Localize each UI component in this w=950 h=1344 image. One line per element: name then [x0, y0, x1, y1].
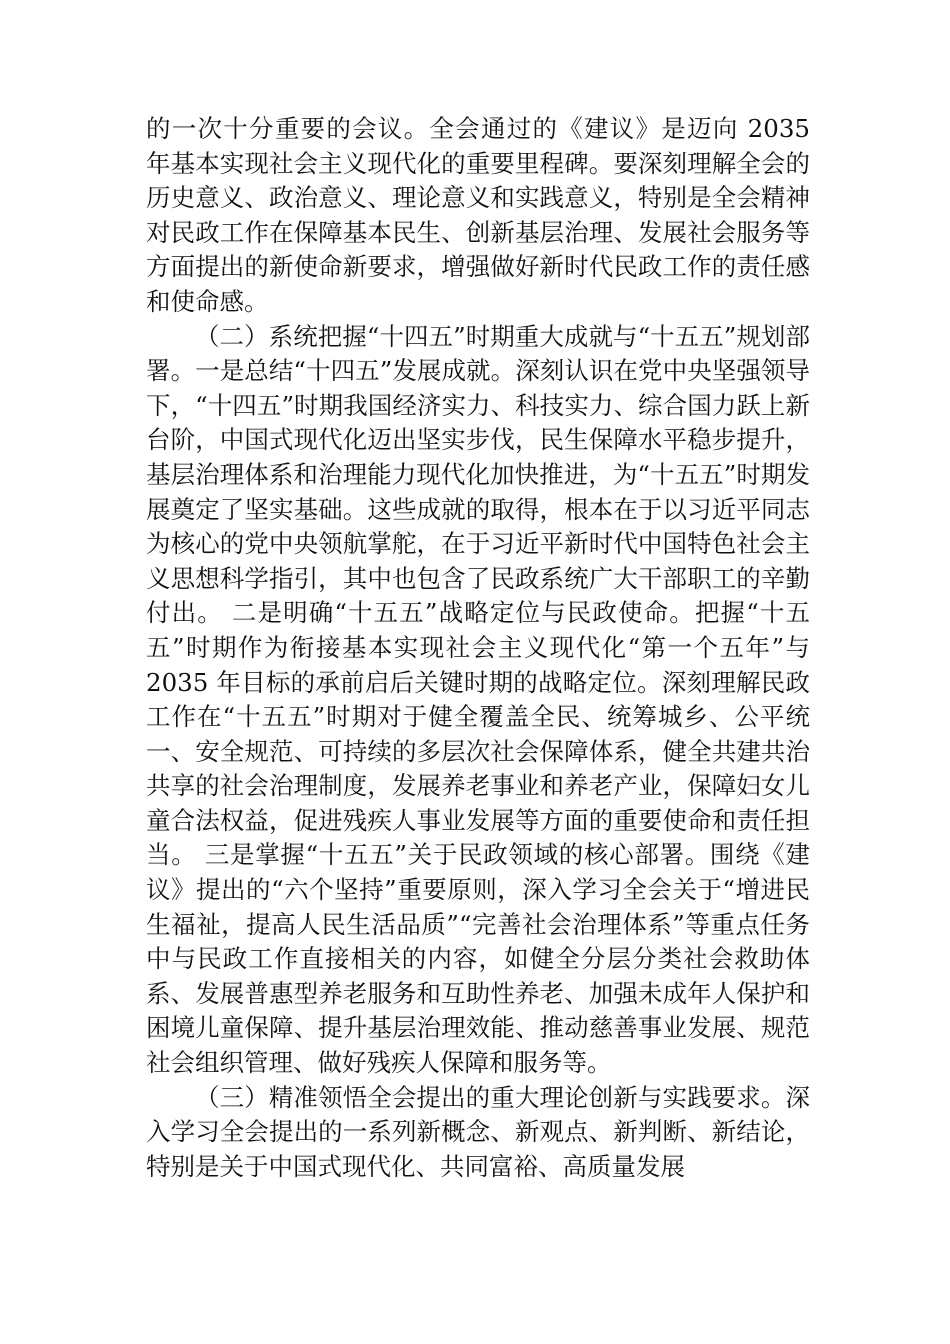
document-page — [146, 112, 810, 1184]
paragraph-meeting-significance: 的一次十分重要的会议。全会通过的《建议》是迈向 2035 年基本实现社会主义现代化的重要里程碑。要深刻理解全会的历史意义、政治意义、理论意义和实践意义，特别是全会精神对民政工作在保障基本民生、创新基层治理、发展社会服务等方面提出的新使命新要求，增强做好新时代民政工作的责任感和使命感。 — [146, 114, 810, 316]
paragraph-section-three: （三）精准领悟全会提出的重大理论创新与实践要求。深入学习全会提出的一系列新概念、新观点、新判断、新结论，特别是关于中国式现代化、共同富裕、高质量发展 — [146, 1082, 810, 1181]
paragraph-section-two: （二）系统把握“十四五”时期重大成就与“十五五”规划部署。一是总结“十四五”发展成就。深刻认识在党中央坚强领导下，“十四五”时期我国经济实力、科技实力、综合国力跃上新台阶，中国式现代化迈出坚实步伐，民生保障水平稳步提升，基层治理体系和治理能力现代化加快推进，为“十五五”时期发展奠定了坚实基础。这些成就的取得，根本在于以习近平同志为核心的党中央领航掌舵，在于习近平新时代中国特色社会主义思想科学指引，其中也包含了民政系统广大干部职工的辛勤付出。 二是明确“十五五”战略定位与民政使命。把握“十五五”时期作为衔接基本实现社会主义现代化“第一个五年”与 2035 年目标的承前启后关键时期的战略定位。深刻理解民政工作在“十五五”时期对于健全覆盖全民、统筹城乡、公平统一、安全规范、可持续的多层次社会保障体系，健全共建共治共享的社会治理制度，发展养老事业和养老产业，保障妇女儿童合法权益，促进残疾人事业发展等方面的重要使命和责任担当。 三是掌握“十五五”关于民政领域的核心部署。围绕《建议》提出的“六个坚持”重要原则，深入学习全会关于“增进民生福祉，提高人民生活品质”“完善社会治理体系”等重点任务中与民政工作直接相关的内容，如健全分层分类社会救助体系、发展普惠型养老服务和互助性养老、加强未成年人保护和困境儿童保障、提升基层治理效能、推动慈善事业发展、规范社会组织管理、做好残疾人保障和服务等。 — [146, 321, 810, 1078]
